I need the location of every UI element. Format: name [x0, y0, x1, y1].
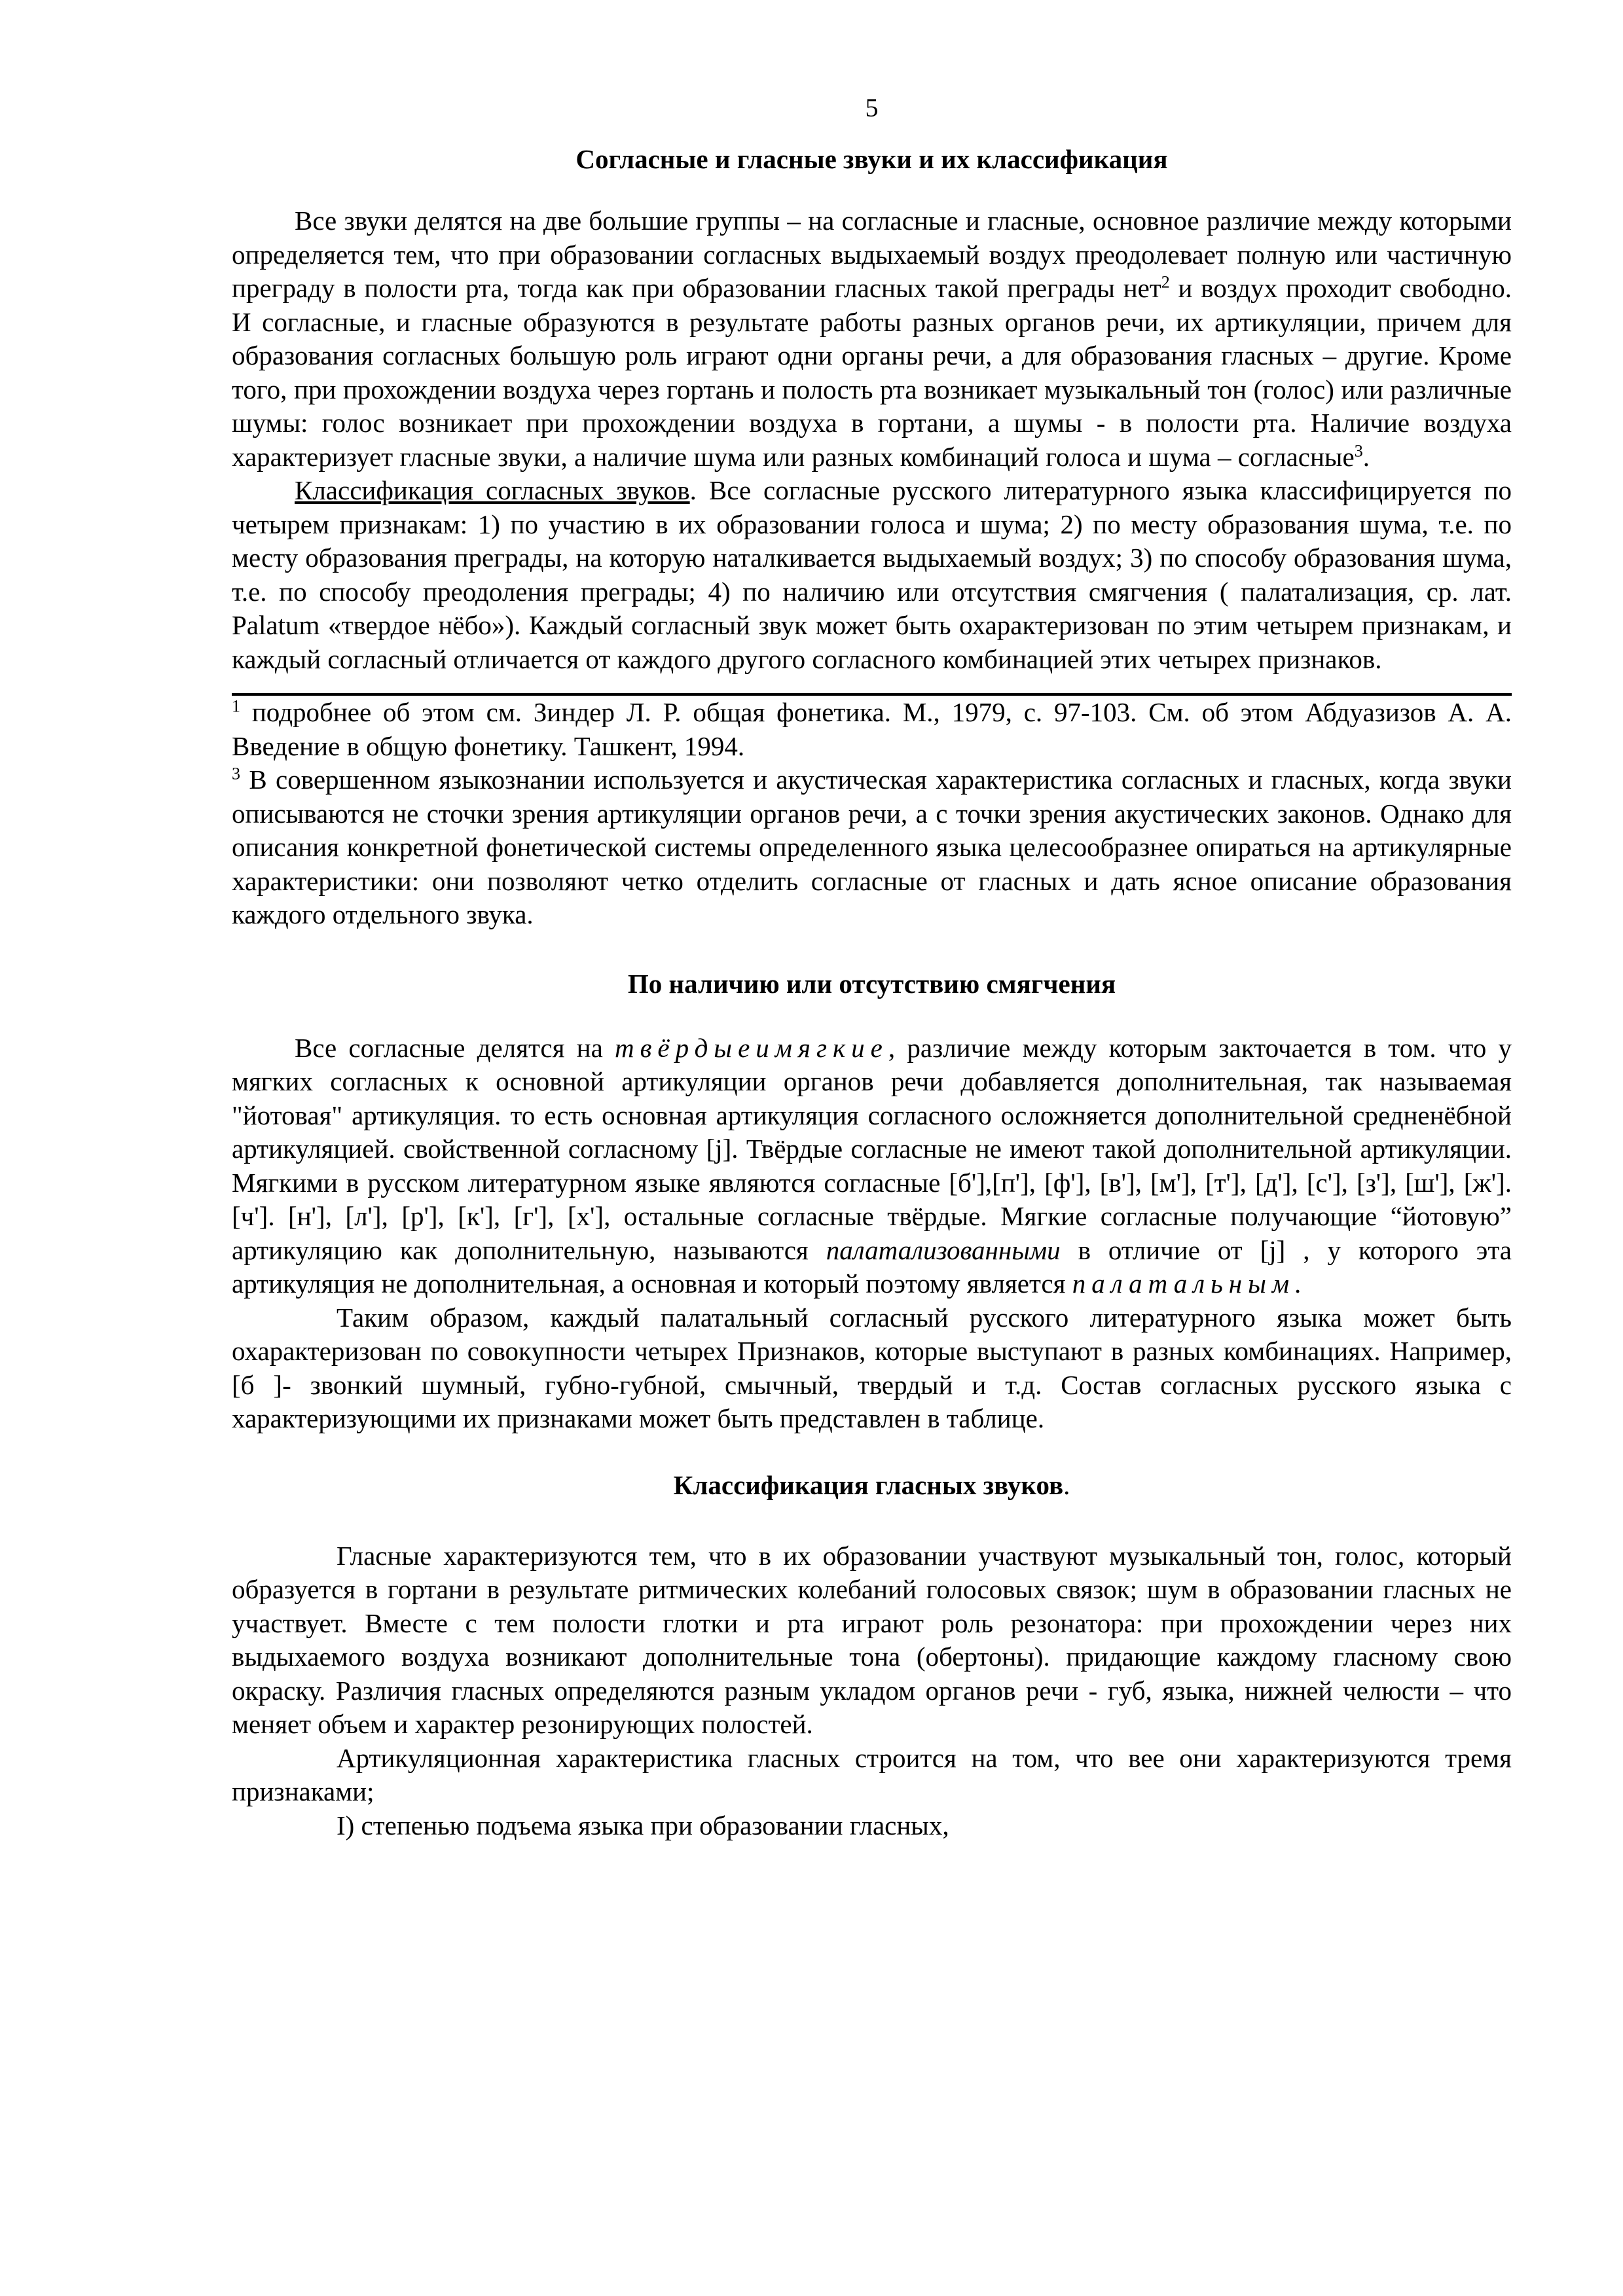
footnote-3 [232, 763, 1512, 932]
footnote-text: подробнее об этом см. Зиндер Л. Р. общая фонетика. М., 1979, с. 97-103. См. об этом Абдуазизов А. А. Введение в общую фонетику. Ташкент, 1994. [232, 697, 1512, 761]
document-page [232, 92, 1512, 1842]
paragraph-text: . Все согласные русского литературного языка классифицируется по четырем признакам: 1) по участию в их образовании голоса и шума; 2) по месту образования шума, т.е. по месту образования преграды, на которую наталкивается выдыхаемый воздух; 3) по способу образования шума, т.е. по способу преодоления преграды; 4) по наличию или отсутствия смягчения ( палатализация, ср. лат. Palatum «твердое нёбо»). Каждый согласный звук может быть охарактеризован по этим четырем признакам, и каждый согласный отличается от каждого другого согласного комбинацией этих четырех признаков. [232, 475, 1512, 674]
footnote-mark: 1 [232, 696, 240, 716]
paragraph-consonant-features: Таким образом, каждый палатальный согласный русского литературного языка может быть охарактеризован по совокупности четырех Признаков, которые выступают в разных комбинациях. Например, [б ]- звонкий шумный, губно-губной, смычный, твердый и т.д. Состав согласных русского языка с характеризующими их признаками может быть представлен в таблице. [232, 1302, 1512, 1433]
paragraph-tongue-height: I) степенью подъема языка при образовании гласных, [337, 1810, 949, 1840]
footnote-ref-2: 2 [1161, 272, 1170, 292]
paragraph-text: Все звуки делятся на две большие группы – на согласные и гласные, основное различие между которыми определяется тем, что при образовании согласных выдыхаемый воздух преодолевает полную или частичную преграду в полости рта, тогда как при образовании гласных такой преграды нет [232, 206, 1512, 303]
paragraph-consonant-classification [232, 474, 1512, 676]
emphasis-palatal: палатальным. [1072, 1268, 1308, 1299]
footnote-mark: 3 [232, 764, 240, 783]
footnote-text: В совершенном языкознании используется и акустическая характеристика согласных и гласных, когда звуки описываются не сточки зрения артикуляции органов речи, а с точки зрения акустических законов. Однако для описания конкретной фонетической системы определенного языка целесообразнее опираться на артикулярные характеристики: они позволяют четко отделить согласные от гласных и дать ясное описание образования каждого отдельного звука. [232, 764, 1512, 929]
vowel-classification-title: Классификация гласных звуков [673, 1469, 1064, 1500]
footnote-ref-3: 3 [1354, 440, 1363, 460]
consonant-classification-label: Классификация согласных звуков [295, 475, 690, 505]
emphasis-hard-soft: твёрдыеимягкие [615, 1032, 888, 1063]
emphasis-palatalized: палатализованными [826, 1234, 1061, 1265]
paragraph-hard-soft-consonants [232, 1031, 1512, 1301]
footnote-1 [232, 696, 1512, 763]
paragraph-sounds-overview [232, 204, 1512, 474]
section-heading-vowel-classification [232, 1469, 1512, 1501]
section-heading-palatalization: По наличию или отсутствию смягчения [627, 968, 1116, 999]
paragraph-vowels-description: Гласные характеризуются тем, что в их образовании участвуют музыкальный тон, голос, который образуется в гортани в результате ритмических колебаний голосовых связок; шум в образовании гласных не участвует. Вместе с тем полости глотки и рта играют роль резонатора: при прохождении через них выдыхаемого воздуха возникают дополнительные тона (обертоны). придающие каждому гласному свою окраску. Различия гласных определяются разным укладом органов речи - губ, языка, нижней челюсти – что меняет объем и характер резонирующих полостей. [232, 1540, 1512, 1739]
paragraph-text: . [1362, 441, 1370, 472]
paragraph-text: в отличие от [j] , у которого эта артикуляция не дополнительная, а основная и который поэтому является [232, 1234, 1512, 1299]
paragraph-text: Все согласные делятся на [295, 1032, 615, 1063]
section-heading-consonants-vowels: Согласные и гласные звуки и их классификация [575, 144, 1168, 174]
paragraph-text: и воздух проходит свободно. И согласные, и гласные образуются в результате работы разных органов речи, их артикуляции, причем для образования согласных большую роль играют одни органы речи, а для образования гласных – другие. Кроме того, при прохождении воздуха через гортань и полость рта возникает музыкальный тон (голос) или различные шумы: голос возникает при прохождении воздуха в гортани, а шумы - в полости рта. Наличие воздуха характеризует гласные звуки, а наличие шума или разных комбинаций голоса и шума – согласные [232, 273, 1512, 472]
page-number: 5 [865, 93, 879, 122]
paragraph-vowel-articulation: Артикуляционная характеристика гласных строится на том, что вее они характеризуются тремя признаками; [232, 1742, 1512, 1806]
vowel-classification-title-suffix: . [1063, 1469, 1070, 1500]
paragraph-text: , различие между которым закточается в том. что у мягких согласных к основной артикуляции органов речи добавляется дополнительная, так называемая "йотовая" артикуляция. то есть основная артикуляция согласного осложняется дополнительной средненёбной артикуляцией. свойственной согласному [j]. Твёрдые согласные не имеют такой дополнительной артикуляции. Мягкими в русском литературном языке являются согласные [б'],[п'], [ф'], [в'], [м'], [т'], [д'], [с'], [з'], [ш'], [ж']. [ч']. [н'], [л'], [р'], [к'], [г'], [х'], остальные согласные твёрдые. Мягкие согласные получающие “йотовую” артикуляцию как дополнительную, называются [232, 1032, 1512, 1265]
